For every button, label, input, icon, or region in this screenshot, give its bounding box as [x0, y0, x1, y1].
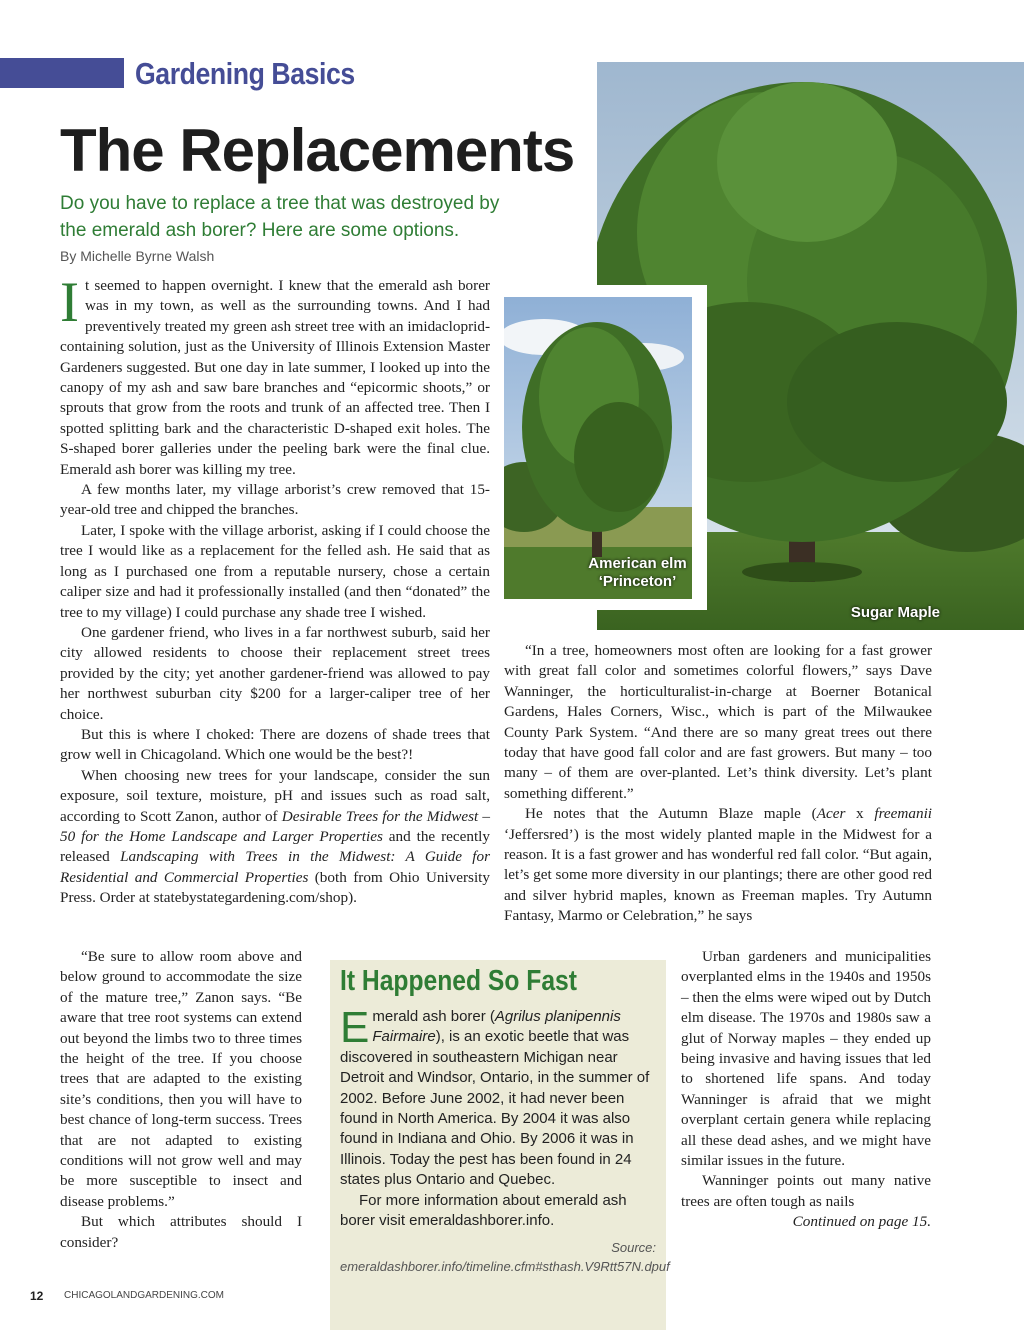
article-paragraph: But which attributes should I consider? — [60, 1213, 302, 1251]
american-elm-photo — [504, 297, 692, 599]
drop-cap: I — [60, 271, 79, 334]
elm-caption-line-1: American elm — [588, 555, 687, 572]
byline: By Michelle Byrne Walsh — [60, 248, 215, 264]
sidebar-source: Source: emeraldashborer.info/timeline.cfm#sthash.V9Rtt57N.dpuf — [340, 1240, 670, 1274]
elm-caption-line-2: ‘Princeton’ — [598, 573, 677, 590]
article-title: The Replacements — [60, 117, 575, 184]
article-paragraph: One gardener friend, who lives in a far northwest suburb, said her city allowed residents to choose their replacement street trees provided by the city; yet another gardener-friend was allowed to pay her northwest suburban city $200 for a larger-caliper tree of her choice. — [60, 623, 490, 723]
article-column-middle — [504, 641, 932, 927]
sidebar-drop-cap: E — [340, 1003, 370, 1052]
article-paragraph: A few months later, my village arborist’s crew removed that 15-year-old tree and chipped the branches. — [60, 481, 490, 519]
sidebar-title: It Happened So Fast — [340, 965, 577, 997]
page-number: 12 — [30, 1289, 44, 1303]
article-column-left — [60, 271, 490, 909]
article-paragraph: Later, I spoke with the village arborist, asking if I could choose the tree I would like as a replacement for the felled ash. He said that as long as I purchased one from a reputable nursery, chose a certain caliper size and had it professionally installed (and then “donated” the tree to my village) I could purchase any shade tree I wished. — [60, 521, 490, 621]
sidebar-body — [340, 1003, 658, 1231]
maple-caption: Sugar Maple — [850, 604, 940, 621]
article-column-right — [681, 947, 931, 1233]
article-column-left-lower — [60, 947, 302, 1253]
article-paragraph: He notes that the Autumn Blaze maple (Acer x freemanii ‘Jeffersred’) is the most widely planted maple in the Midwest for a reason. It is a fast grower and has wonderful red fall color. “But again, let’s get some more diversity in our plantings; there are other good red and silver hybrid maples, known as Freeman maples. Try Autumn Fantasy, Marmo or Celebration,” he says — [504, 805, 933, 925]
continued-note: Continued on page 15. — [792, 1213, 931, 1231]
elm-caption — [580, 555, 695, 591]
article-paragraph: Urban gardeners and municipalities overplanted elms in the 1940s and 1950s – then the elms were wiped out by Dutch elm disease. The 1970s and 1980s saw a glut of Norway maples – they ended up being invasive and having issues that led to shortened life spans. And today Wanninger is afraid that we might overplant certain genera while replacing all these dead ashes, and we might have similar issues in the future. — [681, 948, 931, 1170]
article-paragraph: When choosing new trees for your landscape, consider the sun exposure, soil texture, moisture, pH and issues such as road salt, according to Scott Zanon, author of Desirable Trees for the Midwest – 50 for the Home Landscape and Larger Properties and the recently released Landscaping with Trees in the Midwest: A Guide for Residential and Commercial Properties (both from Ohio University Press. Order at statebystategardening.com/shop). — [60, 766, 490, 907]
sidebar-paragraph: For more information about emerald ash borer visit emeraldashborer.info. — [340, 1191, 627, 1230]
article-paragraph: “In a tree, homeowners most often are looking for a fast grower with great fall color and sometimes colorful flowers,” says Dave Wanninger, the horticulturalist-in-charge at Boerner Botanical Gardens, Hales Corners, Wisc., which is part of the Milwaukee County Park System. “And there are so many great trees out there today that have good fall color and are fast growers. But many – too many – of them are over-planted. Let’s think diversity. Let’s plant something different.” — [504, 642, 932, 802]
book-title: Desirable Trees for the Midwest – 50 for the Home Landscape and Larger Properties — [60, 807, 490, 845]
article-paragraph: Wanninger points out many native trees are often tough as nails — [681, 1172, 931, 1210]
article-paragraph: But this is where I choked: There are dozens of shade trees that grow well in Chicagoland. Which one would be the best?! — [60, 725, 490, 764]
section-color-bar — [0, 58, 124, 88]
article-paragraph: It seemed to happen overnight. I knew that the emerald ash borer was in my town, as well as the surrounding towns. And I had preventively treated my green ash street tree with an imidacloprid-containing solution, just as the University of Illinois Extension Master Gardeners suggested. But one day in late summer, I looked up into the canopy of my ash and saw bare branches and “epicormic shoots,” or sprouts that grow from the roots and trunk of an affected tree. Then I spotted splitting bark and the characteristic D-shaped exit holes. The S-shaped borer galleries under the peeling bark were the final clue. Emerald ash borer was killing my tree. — [60, 271, 490, 478]
book-title: Landscaping with Trees in the Midwest: A Guide for Residential and Commercial Properties — [60, 848, 490, 886]
article-paragraph: “Be sure to allow room above and below ground to accommodate the size of the mature tree,” Zanon says. “Be aware that tree root systems can extend out beyond the limbs two to three times the height of the tree. If you choose trees that are adapted to the existing site’s conditions, then you will have to best chance of long-term success. Trees that are not adapted to existing conditions will not grow well and may be more susceptible to insect and disease problems.” — [60, 948, 302, 1210]
footer-site: CHICAGOLANDGARDENING.COM — [64, 1290, 225, 1301]
section-label: Gardening Basics — [135, 56, 355, 91]
american-elm-illustration — [504, 297, 692, 599]
article-subtitle: Do you have to replace a tree that was destroyed by the emerald ash borer? Here are some options. — [60, 193, 500, 241]
sidebar-paragraph: Emerald ash borer (Agrilus planipennis Fairmaire), is an exotic beetle that was discovered in southeastern Michigan near Detroit and Windsor, Ontario, in the summer of 2002. Before June 2002, it had never been found in North America. By 2004 it was also found in Indiana and Ohio. By 2006 it was in Illinois. Today the pest has been found in 24 states plus Ontario and Quebec. — [340, 1003, 650, 1189]
